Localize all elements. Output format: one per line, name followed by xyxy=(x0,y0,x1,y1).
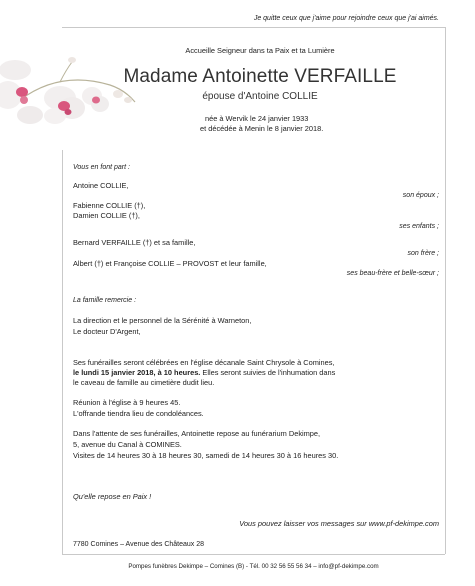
funeral-line-1: Ses funérailles seront célébrées en l'église décanale Saint Chrysole à Comines, xyxy=(73,358,335,367)
announce-intro: Vous en font part : xyxy=(73,164,130,171)
birth-line: née à Wervik le 24 janvier 1933 xyxy=(205,114,309,123)
frame-right-line xyxy=(445,27,446,554)
brother-role: son frère ; xyxy=(407,250,439,257)
rest-line-2: 5, avenue du Canal à COMINES. xyxy=(73,440,182,449)
address-line: 7780 Comines – Avenue des Châteaux 28 xyxy=(73,541,205,548)
rest-line-1: Dans l'attente de ses funérailles, Antoinette repose au funérarium Dekimpe, xyxy=(73,429,321,438)
funeral-line-3: le caveau de famille au cimetière dudit lieu. xyxy=(73,378,215,387)
frame-bottom-line xyxy=(62,554,445,555)
meeting-line-2: L'offrande tiendra lieu de condoléances. xyxy=(73,409,204,418)
child-name-2: Damien COLLIE (†), xyxy=(73,211,140,220)
peace-line: Qu'elle repose en Paix ! xyxy=(73,492,152,501)
meeting-line-1: Réunion à l'église à 9 heures 45. xyxy=(73,398,181,407)
thanks-line-2: Le docteur D'Argent, xyxy=(73,327,141,336)
opening-quote: Je quitte ceux que j'aime pour rejoindre ceux que j'ai aimés. xyxy=(253,15,439,22)
funeral-line-2-rest: Elles seront suivies de l'inhumation dans xyxy=(200,368,336,377)
spouse-line: épouse d'Antoine COLLIE xyxy=(202,91,318,102)
child-name-1: Fabienne COLLIE (†), xyxy=(73,201,146,210)
children-role: ses enfants ; xyxy=(399,223,439,230)
rest-line-3: Visites de 14 heures 30 à 18 heures 30, samedi de 14 heures 30 à 16 heures 30. xyxy=(73,451,339,460)
frame-left-line xyxy=(62,150,63,554)
spouse-role: son époux ; xyxy=(402,192,439,199)
frame-top-line xyxy=(62,27,445,28)
deceased-name: Madame Antoinette VERFAILLE xyxy=(123,66,397,87)
death-line: et décédée à Menin le 8 janvier 2018. xyxy=(200,124,324,133)
funeral-date: le lundi 15 janvier 2018, à 10 heures. xyxy=(73,368,201,377)
thanks-intro: La famille remercie : xyxy=(73,297,137,304)
brother-name: Bernard VERFAILLE (†) et sa famille, xyxy=(73,238,196,247)
inlaws-role: ses beau-frère et belle-sœur ; xyxy=(346,270,439,277)
thanks-line-1: La direction et le personnel de la Sérénité à Warneton, xyxy=(73,316,252,325)
welcome-line: Accueille Seigneur dans ta Paix et ta Lumière xyxy=(185,46,335,55)
company-footer: Pompes funèbres Dekimpe – Comines (B) - Tél. 00 32 56 55 56 34 – info@pf-dekimpe.com xyxy=(128,563,379,570)
messages-line: Vous pouvez laisser vos messages sur www.pf-dekimpe.com xyxy=(239,519,439,528)
spouse-name: Antoine COLLIE, xyxy=(73,181,129,190)
inlaws-name: Albert (†) et Françoise COLLIE – PROVOST et leur famille, xyxy=(73,259,267,268)
funeral-line-2 xyxy=(73,368,335,377)
orchid-flower-icon xyxy=(0,40,140,160)
